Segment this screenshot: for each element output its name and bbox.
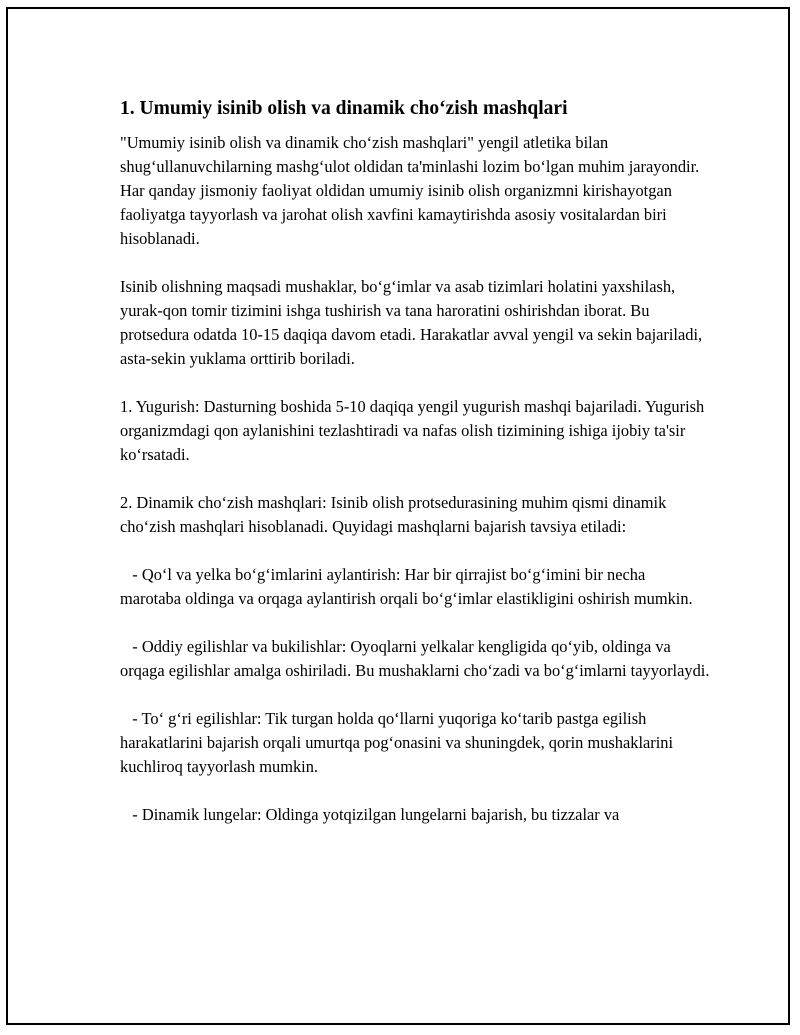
section-heading: 1. Umumiy isinib olish va dinamik cho‘zish mashqlari: [120, 98, 568, 119]
paragraph-dynamic-stretching: 2. Dinamik cho‘zish mashqlari: Isinib olish protsedurasining muhim qismi dinamik cho‘zish mashqlari hisoblanadi. Quyidagi mashqlarni bajarish tavsiya etiladi:: [120, 493, 671, 536]
paragraph-intro: "Umumiy isinib olish va dinamik cho‘zish mashqlari" yengil atletika bilan shug‘ullanuvchilarning mashg‘ulot oldidan ta'minlashi lozim bo‘lgan muhim jarayondir. Har qanday jismoniy faoliyat oldidan umumiy isinib olish organizmni kirishayotgan faoliyatga tayyorlash va jarohat olish xavfini kamaytirishda asosiy vositalardan biri hisoblanadi.: [120, 133, 704, 248]
paragraph-running: 1. Yugurish: Dasturning boshida 5-10 daqiqa yengil yugurish mashqi bajariladi. Yugurish organizmdagi qon aylanishini tezlashtiradi va nafas olish tizimining ishiga ijobiy ta'sir ko‘rsatadi.: [120, 397, 709, 464]
document-body: [120, 97, 710, 851]
list-item-lunges: - Dinamik lungelar: Oldinga yotqizilgan lungelarni bajarish, bu tizzalar va: [120, 805, 620, 824]
list-item-arm-shoulder: - Qo‘l va yelka bo‘g‘imlarini aylantirish: Har bir qirrajist bo‘g‘imini bir necha marotaba oldinga va orqaga aylantirish orqali bo‘g‘imlar elastikligini oshirish mumkin.: [120, 565, 693, 608]
paragraph-purpose: Isinib olishning maqsadi mushaklar, bo‘g‘imlar va asab tizimlari holatini yaxshilash, yurak-qon tomir tizimini ishga tushirish va tana haroratini oshirishdan iborat. Bu protsedura odatda 10-15 daqiqa davom etadi. Harakatlar avval yengil va sekin bajariladi, asta-sekin yuklama orttirib boriladi.: [120, 277, 707, 368]
list-item-straight-bends: - To‘ g‘ri egilishlar: Tik turgan holda qo‘llarni yuqoriga ko‘tarib pastga egilish harakatlarini bajarish orqali umurtqa pog‘onasini va shuningdek, qorin mushaklarini kuchliroq tayyorlash mumkin.: [120, 709, 678, 776]
list-item-bends: - Oddiy egilishlar va bukilishlar: Oyoqlarni yelkalar kengligida qo‘yib, oldinga va orqaga egilishlar amalga oshiriladi. Bu mushaklarni cho‘zadi va bo‘g‘imlarni tayyorlaydi.: [120, 637, 710, 680]
document-page: [6, 7, 790, 1025]
